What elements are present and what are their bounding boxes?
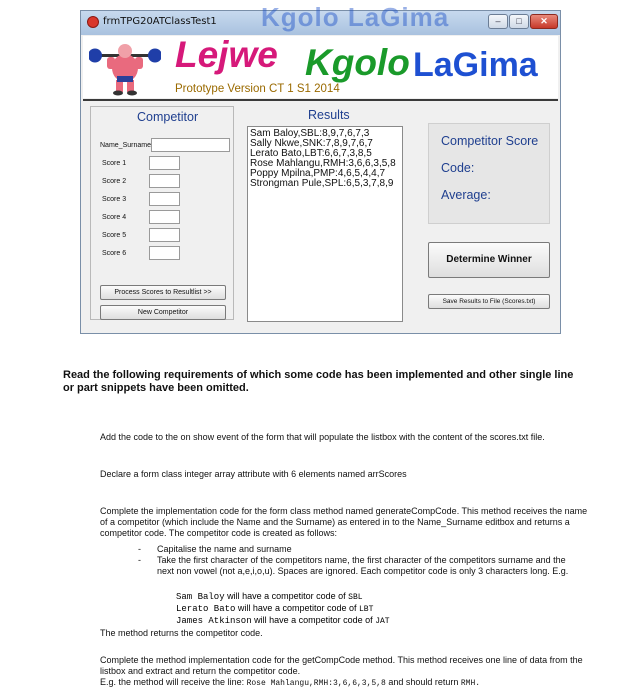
example-name: James Atkinson bbox=[176, 616, 252, 626]
example-input-line: Rose Mahlangu,RMH:3,6,6,3,5,8 bbox=[246, 679, 386, 688]
bullet-marker: - bbox=[138, 555, 141, 565]
score-2-input[interactable] bbox=[149, 174, 180, 188]
score-3-input[interactable] bbox=[149, 192, 180, 206]
example-line bbox=[176, 591, 363, 603]
code-label: Code: bbox=[441, 161, 475, 175]
paragraph-array: Declare a form class integer array attribute with 6 elements named arrScores bbox=[100, 469, 407, 479]
requirements-heading: Read the following requirements of which some code has been implemented and other single line or part snippets have been omitted. bbox=[63, 369, 574, 394]
score-5-input[interactable] bbox=[149, 228, 180, 242]
list-item[interactable]: Sam Baloy,SBL:8,9,7,6,7,3 bbox=[250, 128, 370, 139]
example-name: Sam Baloy bbox=[176, 592, 225, 602]
example-code: LBT bbox=[358, 605, 374, 614]
score-5-label: Score 5 bbox=[102, 232, 127, 239]
title-watermark: Kgolo LaGima bbox=[261, 2, 450, 32]
list-item[interactable]: Sally Nkwe,SNK:7,8,9,7,6,7 bbox=[250, 138, 373, 149]
score-3-label: Score 3 bbox=[102, 196, 127, 203]
score-1-label: Score 1 bbox=[102, 160, 127, 167]
paragraph-generate-code: Complete the implementation code for the form class method named generateCompCode. This method receives the name of a competitor (which include the Name and the Surname) as entered in to the Name_Surname editbox and returns a competitor code. The competitor code is created as follows: bbox=[100, 506, 588, 538]
banner-word-kgolo: Kgolo bbox=[305, 42, 410, 83]
results-listbox[interactable] bbox=[247, 126, 403, 322]
maximize-button[interactable]: □ bbox=[509, 14, 529, 29]
banner bbox=[83, 36, 558, 98]
bullet-marker: - bbox=[138, 544, 141, 554]
banner-divider bbox=[83, 99, 558, 101]
score-4-input[interactable] bbox=[149, 210, 180, 224]
example-code: SBL bbox=[348, 593, 363, 602]
bullet-capitalise: Capitalise the name and surname bbox=[157, 544, 292, 554]
paragraph-example-line bbox=[100, 677, 590, 689]
competitor-score-title: Competitor Score bbox=[441, 134, 539, 148]
window-title: frmTPG20ATClassTest1 bbox=[103, 16, 217, 27]
example-name: Lerato Bato bbox=[176, 604, 236, 614]
bullet-take-chars: Take the first character of the competitors name, the first character of the competitors surname and the next non vowel (not a,e,i,o,u). Spaces are ignored. Each competitor code is only 3 characters long. E.g. bbox=[157, 555, 569, 576]
example-line bbox=[176, 603, 373, 615]
score-4-label: Score 4 bbox=[102, 214, 127, 221]
example-intro: E.g. the method will receive the line: bbox=[100, 677, 247, 687]
example-return-code: RMH. bbox=[460, 679, 481, 688]
process-scores-button[interactable]: Process Scores to Resultlist >> bbox=[100, 285, 226, 300]
list-item[interactable]: Strongman Pule,SPL:6,5,3,7,8,9 bbox=[250, 178, 394, 189]
paragraph-onshow: Add the code to the on show event of the form that will populate the listbox with the content of the scores.txt file. bbox=[100, 432, 545, 442]
close-button[interactable]: ✕ bbox=[530, 14, 558, 29]
banner-word-lagima: LaGima bbox=[413, 46, 538, 84]
competitor-group bbox=[90, 106, 234, 320]
banner-subtitle: Prototype Version CT 1 S1 2014 bbox=[175, 83, 340, 95]
list-item[interactable]: Rose Mahlangu,RMH:3,6,6,3,5,8 bbox=[250, 158, 396, 169]
example-code: JAT bbox=[375, 617, 390, 626]
determine-winner-button[interactable]: Determine Winner bbox=[428, 242, 550, 278]
weightlifter-mascot-icon bbox=[89, 38, 161, 96]
paragraph-returns: The method returns the competitor code. bbox=[100, 628, 263, 638]
banner-word-lejwe: Lejwe bbox=[175, 34, 278, 75]
score-6-label: Score 6 bbox=[102, 250, 127, 257]
score-1-input[interactable] bbox=[149, 156, 180, 170]
example-line bbox=[176, 615, 390, 627]
name-surname-label: Name_Surname bbox=[100, 142, 151, 149]
list-item[interactable]: Lerato Bato,LBT:6,6,7,3,8,5 bbox=[250, 148, 372, 159]
competitor-score-panel bbox=[428, 123, 550, 224]
title-bar[interactable] bbox=[81, 2, 560, 35]
app-icon bbox=[87, 16, 99, 28]
save-results-button[interactable]: Save Results to File (Scores.txt) bbox=[428, 294, 550, 309]
new-competitor-button[interactable]: New Competitor bbox=[100, 305, 226, 320]
score-2-label: Score 2 bbox=[102, 178, 127, 185]
score-6-input[interactable] bbox=[149, 246, 180, 260]
list-item[interactable]: Poppy Mpilna,PMP:4,6,5,4,4,7 bbox=[250, 168, 386, 179]
results-title: Results bbox=[308, 108, 350, 122]
competitor-group-title: Competitor bbox=[137, 110, 199, 124]
paragraph-getcompcode: Complete the method implementation code for the getCompCode method. This method receives one line of data from the listbox and extract and return the competitor code. bbox=[100, 655, 583, 676]
example-text: will have a competitor code of bbox=[224, 591, 349, 601]
minimize-button[interactable]: – bbox=[488, 14, 508, 29]
form-window bbox=[80, 2, 561, 334]
example-text: will have a competitor code of bbox=[235, 603, 359, 613]
name-surname-input[interactable] bbox=[151, 138, 230, 152]
example-text: will have a competitor code of bbox=[251, 615, 376, 625]
average-label: Average: bbox=[441, 188, 491, 202]
example-middle: and should return bbox=[385, 677, 461, 687]
